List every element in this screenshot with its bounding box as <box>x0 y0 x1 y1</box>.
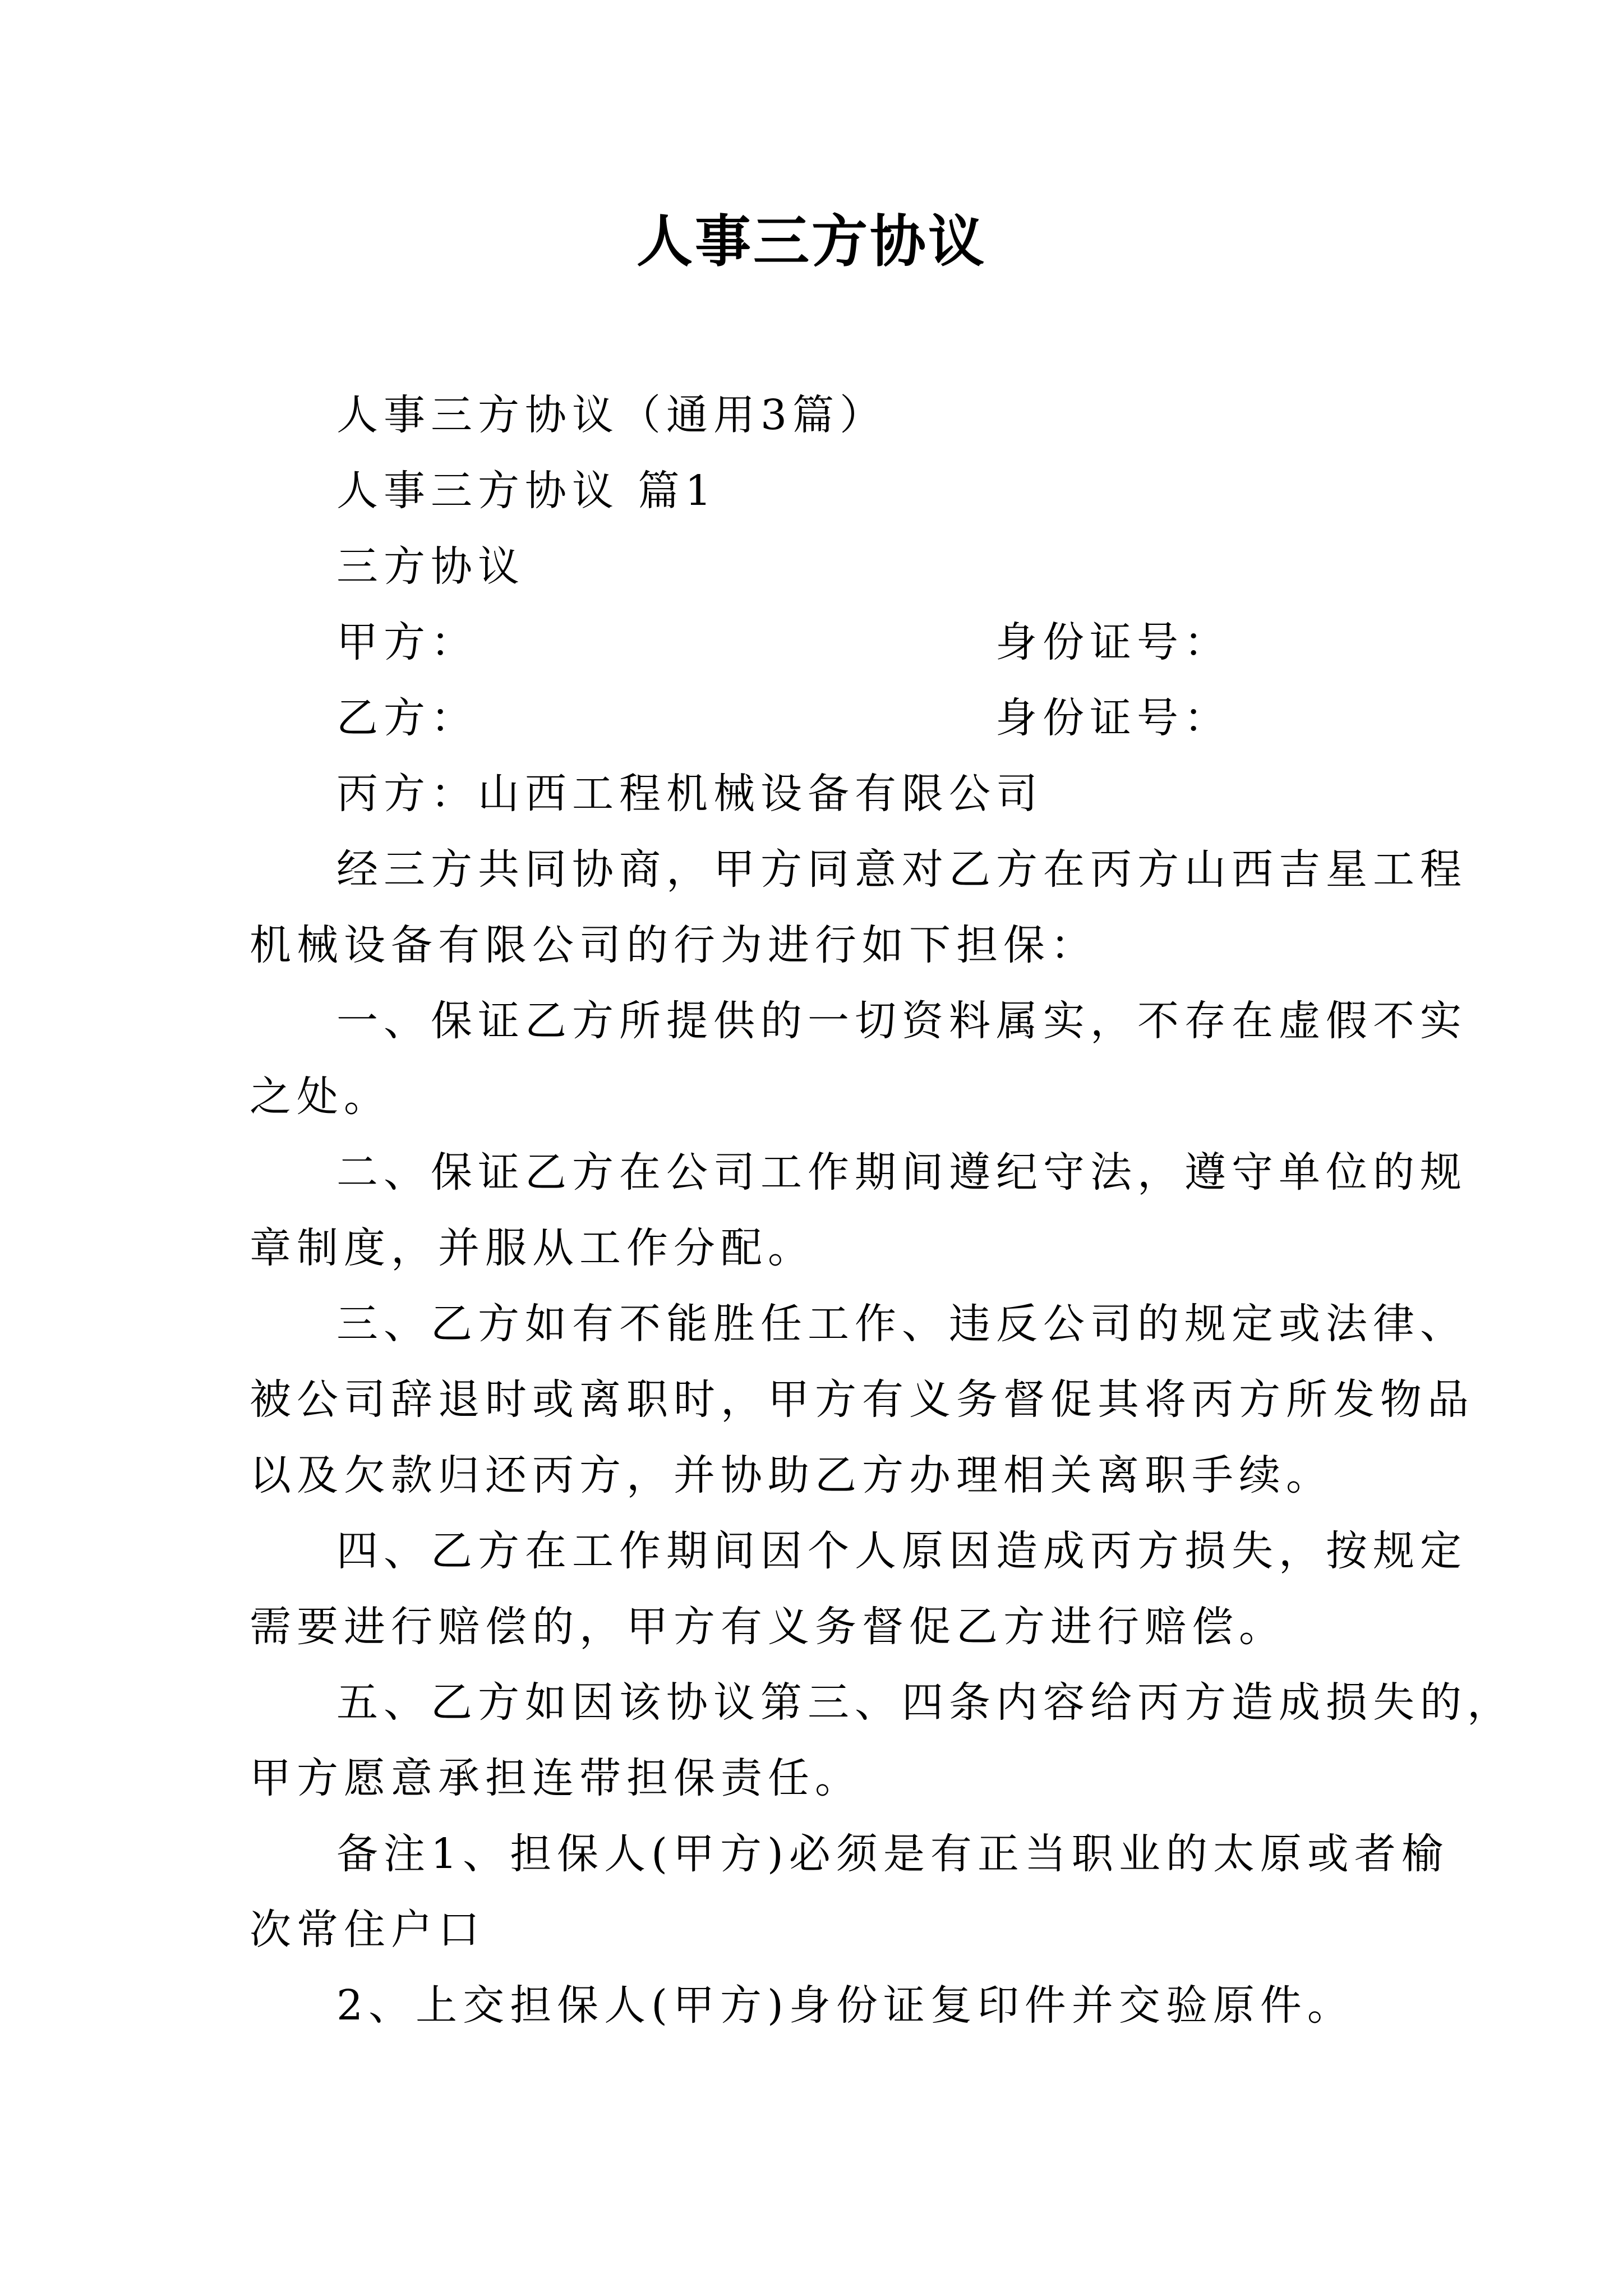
document-title: 人事三方协议 <box>637 208 986 274</box>
clause-2-line: 章制度，并服从工作分配。 <box>250 1224 815 1272</box>
clause-1-line: 一、保证乙方所提供的一切资料属实，不存在虚假不实 <box>336 997 1467 1045</box>
party-a-label: 甲方： <box>336 618 478 666</box>
clause-3-line: 被公司辞退时或离职时，甲方有义务督促其将丙方所发物品 <box>250 1375 1474 1424</box>
clause-3-line: 以及欠款归还丙方，并协助乙方办理相关离职手续。 <box>250 1451 1333 1499</box>
clause-3-line: 三、乙方如有不能胜任工作、违反公司的规定或法律、 <box>336 1300 1467 1348</box>
clause-5-line: 五、乙方如因该协议第三、四条内容给丙方造成损失的， <box>336 1678 1514 1727</box>
clause-4-line: 四、乙方在工作期间因个人原因造成丙方损失，按规定 <box>336 1527 1467 1575</box>
party-b-id-label: 身份证号： <box>995 694 1231 742</box>
paragraph-line: 经三方共同协商，甲方同意对乙方在丙方山西吉星工程 <box>336 845 1467 894</box>
paragraph-line: 机械设备有限公司的行为进行如下担保： <box>250 921 1098 969</box>
party-c-line: 丙方：山西工程机械设备有限公司 <box>336 770 1043 818</box>
heading-three-party-agreement: 三方协议 <box>336 542 525 591</box>
note-2-line: 2、上交担保人(甲方)身份证复印件并交验原件。 <box>336 1981 1354 2030</box>
clause-4-line: 需要进行赔偿的，甲方有义务督促乙方进行赔偿。 <box>250 1603 1286 1651</box>
party-b-label: 乙方： <box>336 694 478 742</box>
clause-5-line: 甲方愿意承担连带担保责任。 <box>250 1754 862 1802</box>
note-1-line: 备注1、担保人(甲方)必须是有正当职业的太原或者榆 <box>336 1830 1449 1878</box>
subtitle-part-1: 人事三方协议 篇1 <box>336 467 717 515</box>
party-a-id-label: 身份证号： <box>995 618 1231 666</box>
note-1-line: 次常住户口 <box>250 1906 485 1954</box>
clause-1-line: 之处。 <box>250 1073 391 1121</box>
subtitle-general: 人事三方协议（通用3篇） <box>336 391 887 439</box>
clause-2-line: 二、保证乙方在公司工作期间遵纪守法，遵守单位的规 <box>336 1148 1467 1197</box>
